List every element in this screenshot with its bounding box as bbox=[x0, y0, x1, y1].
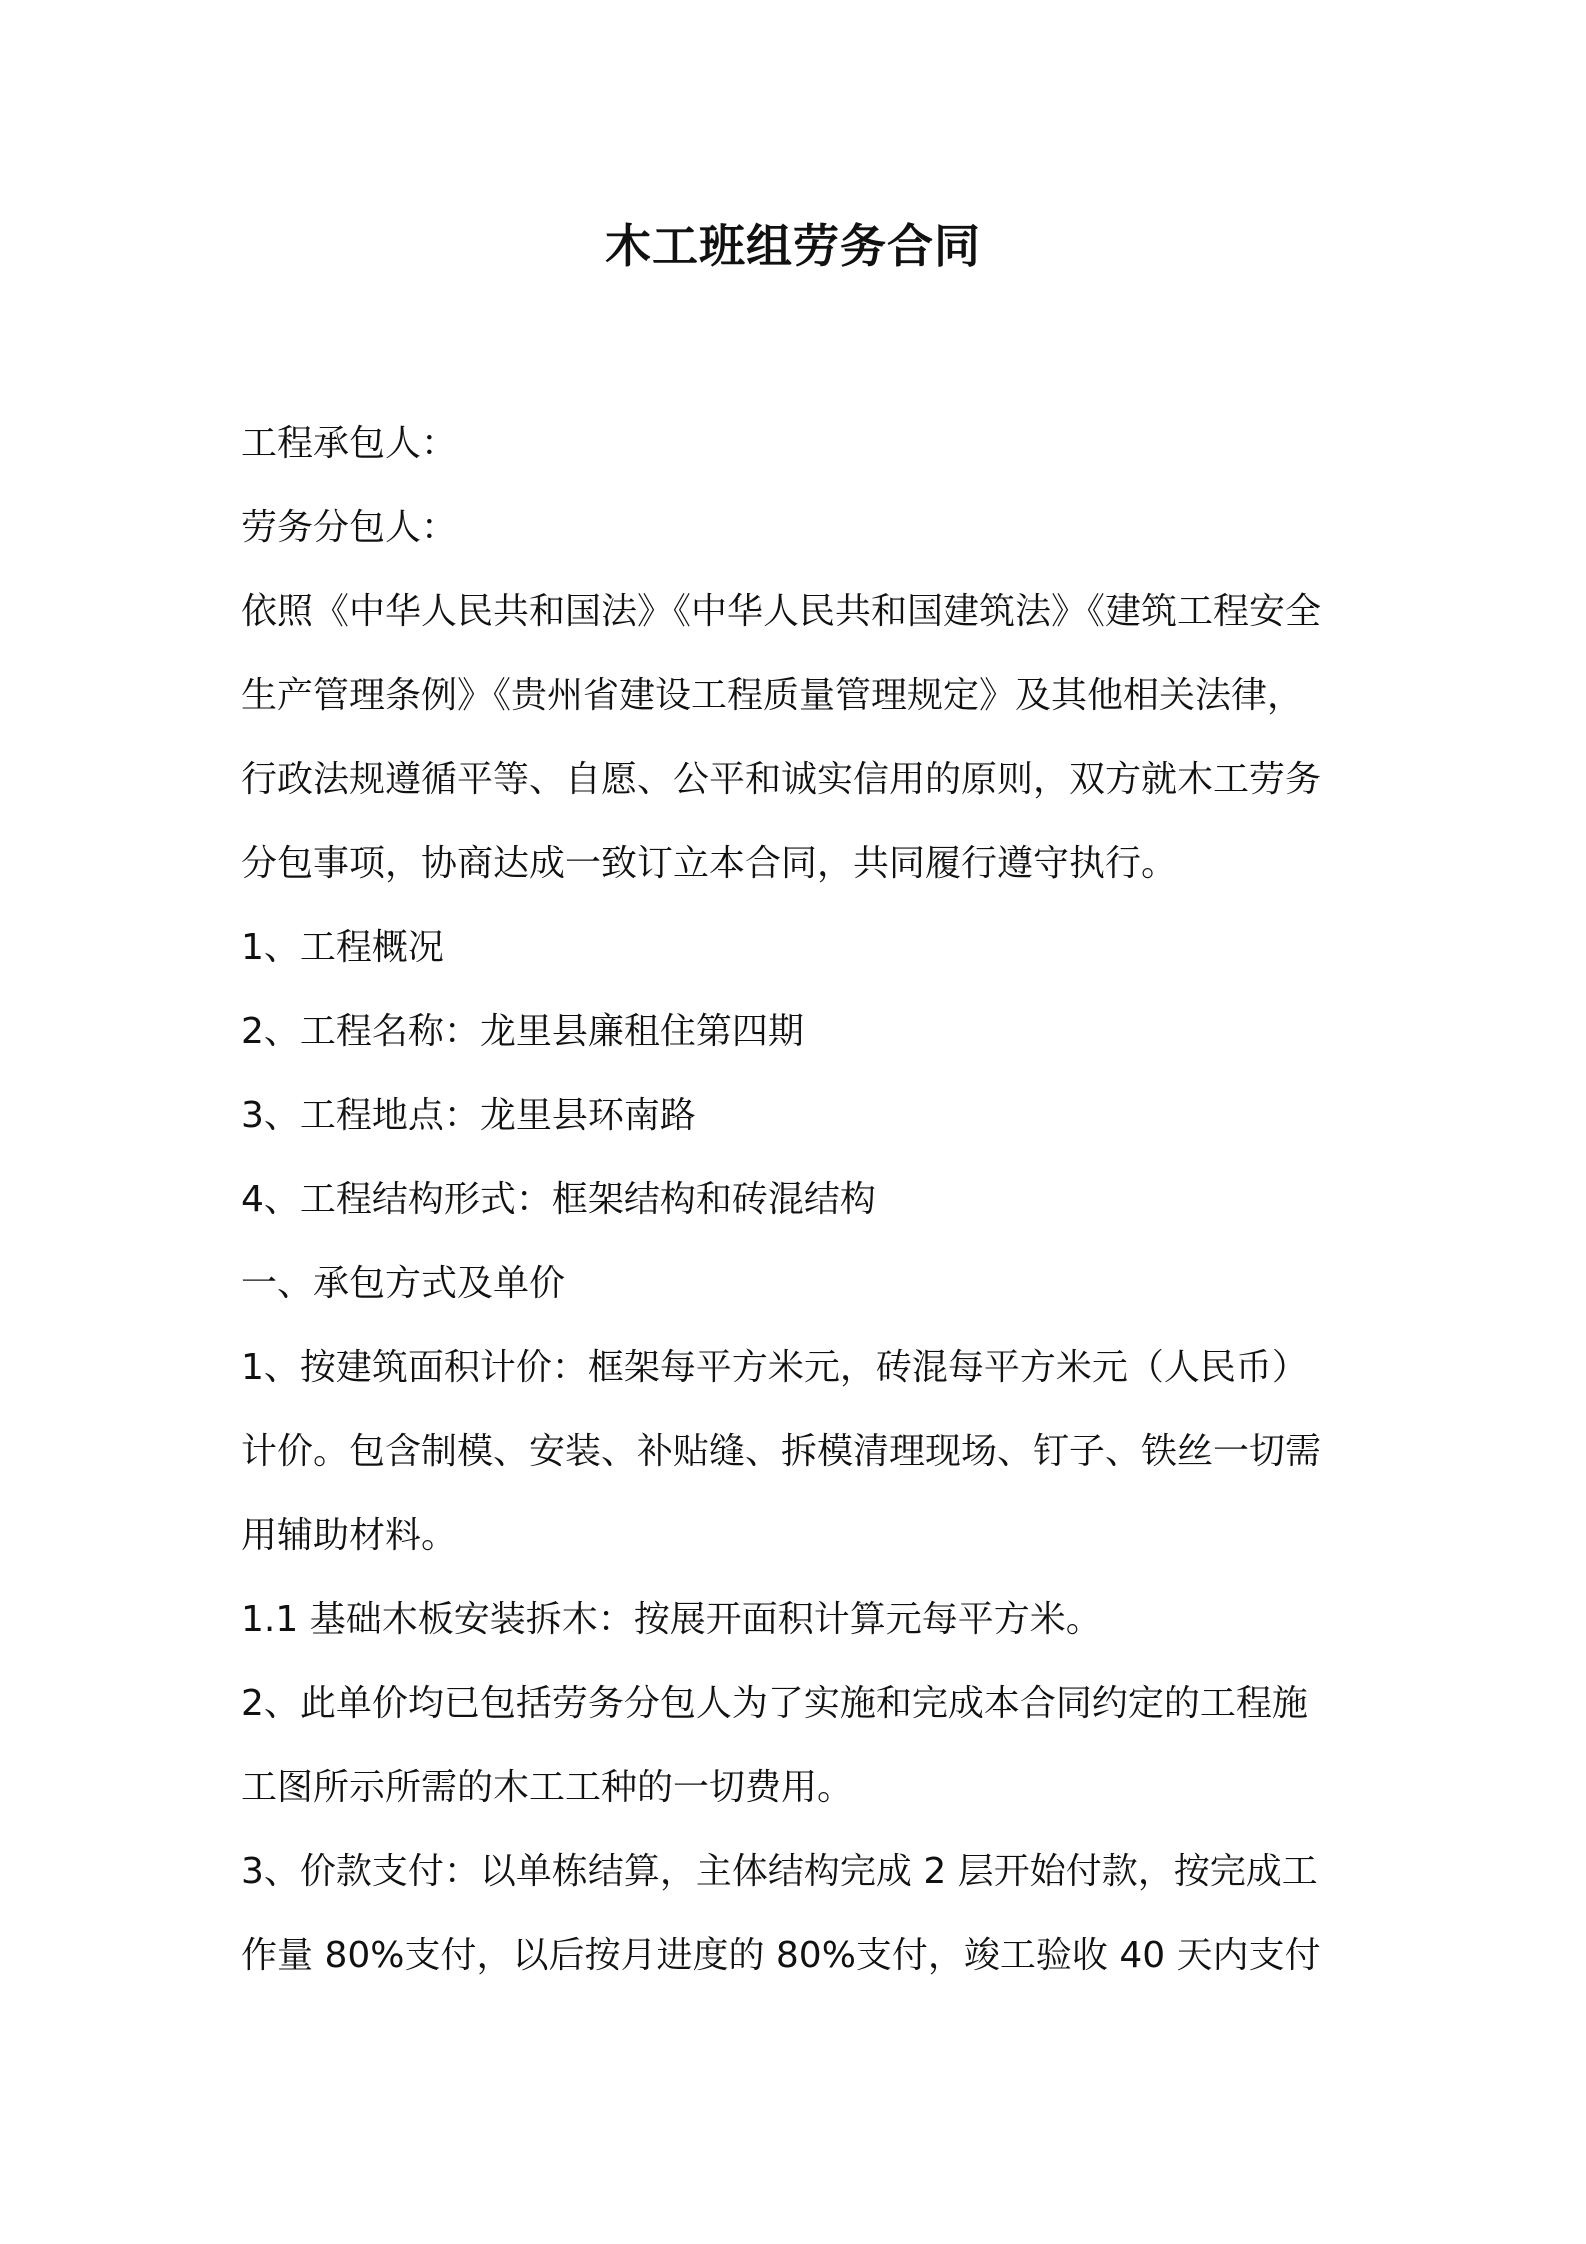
preamble-line: 依照《中华人民共和国法》《中华人民共和国建筑法》《建筑工程安全 bbox=[241, 591, 1322, 632]
payment-clause-line: 作量 80%支付，以后按月进度的 80%支付，竣工验收 40 天内支付 bbox=[241, 1935, 1321, 1976]
preamble-line: 分包事项，协商达成一致订立本合同，共同履行遵守执行。 bbox=[241, 843, 1178, 884]
project-structure-line: 4、工程结构形式：框架结构和砖混结构 bbox=[241, 1179, 876, 1220]
preamble-line: 行政法规遵循平等、自愿、公平和诚实信用的原则，双方就木工劳务 bbox=[241, 759, 1322, 800]
pricing-clause-line: 1、按建筑面积计价：框架每平方米元，砖混每平方米元（人民币） bbox=[241, 1347, 1308, 1388]
project-overview-heading: 1、工程概况 bbox=[241, 927, 444, 968]
unit-price-clause-line: 工图所示所需的木工工种的一切费用。 bbox=[241, 1767, 854, 1808]
contract-method-heading: 一、承包方式及单价 bbox=[241, 1263, 566, 1304]
document-title: 木工班组劳务合同 bbox=[605, 219, 981, 273]
contractor-line: 工程承包人： bbox=[241, 423, 458, 464]
payment-clause-line: 3、价款支付：以单栋结算，主体结构完成 2 层开始付款，按完成工 bbox=[241, 1851, 1318, 1892]
subcontractor-line: 劳务分包人： bbox=[241, 507, 458, 548]
preamble-line: 生产管理条例》《贵州省建设工程质量管理规定》及其他相关法律， bbox=[241, 675, 1304, 716]
foundation-formwork-line: 1.1 基础木板安装拆木：按展开面积计算元每平方米。 bbox=[241, 1599, 1102, 1640]
pricing-clause-line: 计价。包含制模、安装、补贴缝、拆模清理现场、钉子、铁丝一切需 bbox=[241, 1431, 1322, 1472]
project-location-line: 3、工程地点：龙里县环南路 bbox=[241, 1095, 696, 1136]
document-body bbox=[241, 402, 1361, 1998]
pricing-clause-line: 用辅助材料。 bbox=[241, 1515, 458, 1556]
project-name-line: 2、工程名称：龙里县廉租住第四期 bbox=[241, 1011, 804, 1052]
unit-price-clause-line: 2、此单价均已包括劳务分包人为了实施和完成本合同约定的工程施 bbox=[241, 1683, 1308, 1724]
